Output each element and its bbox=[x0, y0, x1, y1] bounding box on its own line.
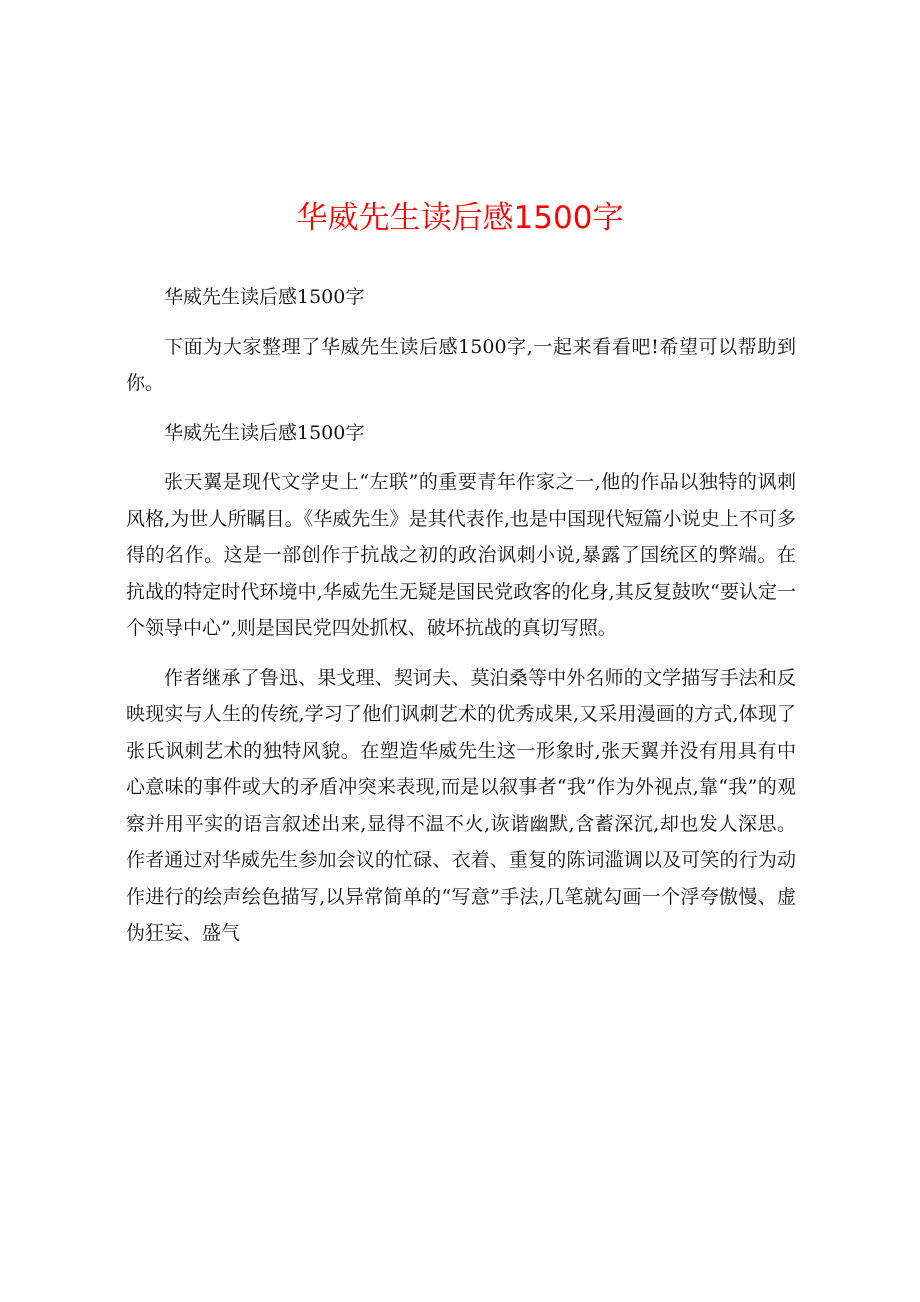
paragraph-writing-technique: 作者继承了鲁迅、果戈理、契诃夫、莫泊桑等中外名师的文学描写手法和反映现实与人生的传统,学习了他们讽刺艺术的优秀成果,又采用漫画的方式,体现了张氏讽刺艺术的独特风貌。在塑造华威先生这一形象时,张天翼并没有用具有中心意味的事件或大的矛盾冲突来表现,而是以叙事者“我”作为外视点,靠“我”的观察并用平实的语言叙述出来,显得不温不火,诙谐幽默,含蓄深沉,却也发人深思。作者通过对华威先生参加会议的忙碌、衣着、重复的陈词滥调以及可笑的行为动作进行的绘声绘色描写,以异常简单的“写意”手法,几笔就勾画一个浮夸傲慢、虚伪狂妄、盛气 bbox=[126, 666, 796, 944]
paragraph-subtitle: 华威先生读后感1500字 bbox=[164, 286, 365, 308]
document-title: 华威先生读后感1500字 bbox=[296, 200, 624, 236]
paragraph-heading: 华威先生读后感1500字 bbox=[164, 421, 365, 444]
paragraph-intro: 下面为大家整理了华威先生读后感1500字,一起来看看吧!希望可以帮助到你。 bbox=[126, 335, 796, 394]
document-body bbox=[126, 279, 796, 965]
paragraph-author-background: 张天翼是现代文学史上“左联”的重要青年作家之一,他的作品以独特的讽刺风格,为世人所瞩目。《华威先生》是其代表作,也是中国现代短篇小说史上不可多得的名作。这是一部创作于抗战之初的政治讽刺小说,暴露了国统区的弊端。在抗战的特定时代环境中,华威先生无疑是国民党政客的化身,其反复鼓吹“要认定一个领导中心”,则是国民党四处抓权、破坏抗战的真切写照。 bbox=[126, 471, 796, 639]
